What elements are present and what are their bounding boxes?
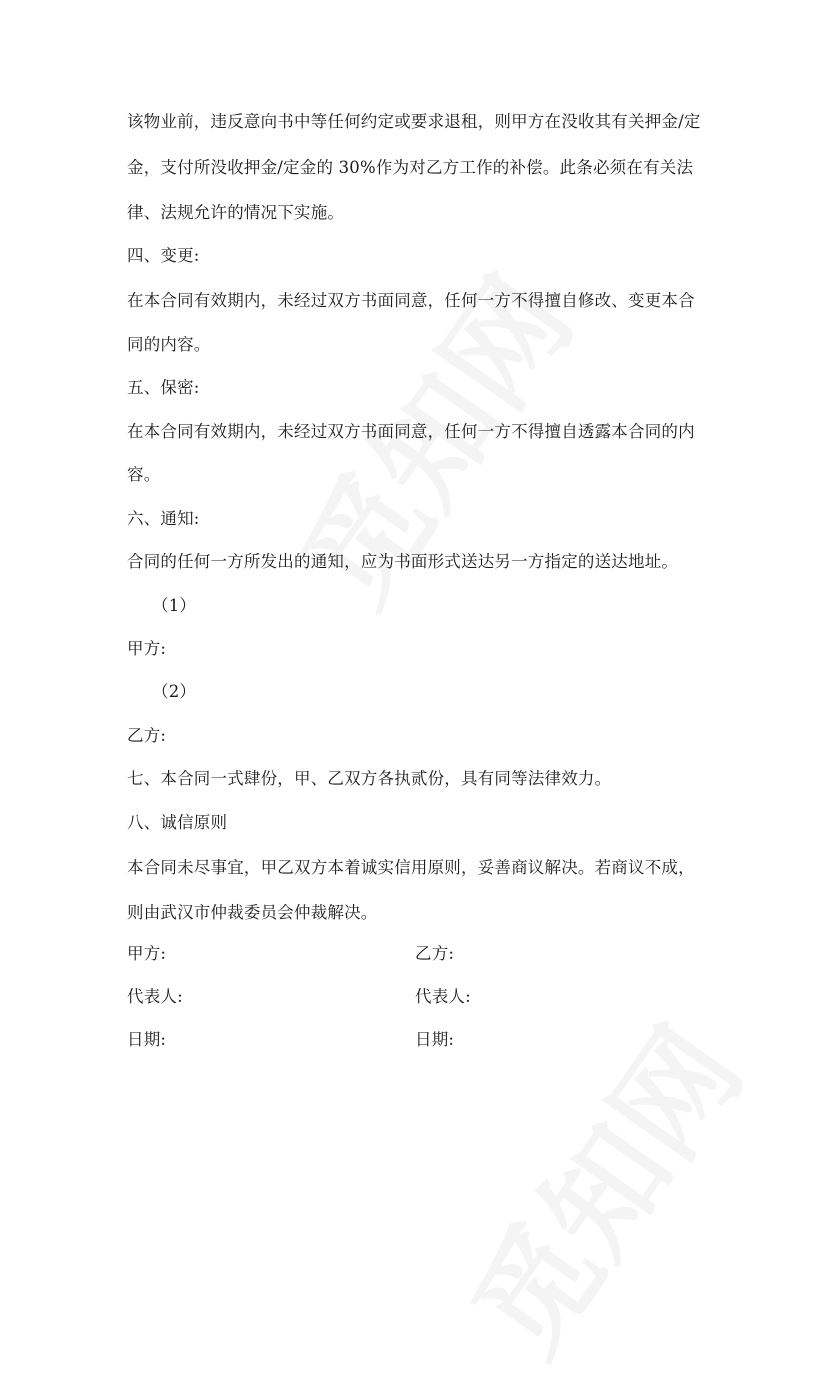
watermark [426, 989, 773, 1383]
section-heading: 六、通知: [127, 509, 200, 528]
signature-rep-a: 代表人: [127, 987, 183, 1006]
section-heading: 五、保密: [127, 378, 200, 397]
paragraph-line: 该物业前，违反意向书中等任何约定或要求退租，则甲方在没收其有关押金/定 [127, 112, 701, 131]
paragraph-line: 容。 [127, 465, 161, 484]
signature-date-a: 日期: [127, 1030, 167, 1049]
paragraph-line: 则由武汉市仲裁委员会仲裁解决。 [127, 903, 378, 922]
paragraph-line: 本合同未尽事宜，甲乙双方本着诚实信用原则，妥善商议解决。若商议不成， [127, 858, 695, 877]
paragraph-line: 律、法规允许的情况下实施。 [127, 203, 345, 222]
paragraph-line: 合同的任何一方所发出的通知，应为书面形式送达另一方指定的送达地址。 [127, 552, 679, 571]
party-label: 甲方: [127, 639, 167, 658]
paragraph-line: 在本合同有效期内，未经过双方书面同意，任何一方不得擅自修改、变更本合 [127, 291, 695, 310]
paragraph-line: 在本合同有效期内，未经过双方书面同意，任何一方不得擅自透露本合同的内 [127, 422, 695, 441]
signature-party-b: 乙方: [415, 944, 455, 963]
signature-date-b: 日期: [415, 1030, 455, 1049]
list-number: （2） [152, 682, 197, 701]
party-label: 乙方: [127, 726, 167, 745]
paragraph-line: 同的内容。 [127, 335, 211, 354]
section-heading: 四、变更: [127, 246, 200, 265]
signature-party-a: 甲方: [127, 944, 167, 963]
list-number: （1） [152, 596, 197, 615]
section-heading: 八、诚信原则 [127, 813, 228, 832]
paragraph-line: 金，支付所没收押金/定金的 30%作为对乙方工作的补偿。此条必须在有关法 [127, 158, 694, 177]
signature-rep-b: 代表人: [415, 987, 471, 1006]
section-heading: 七、本合同一式肆份，甲、乙双方各执贰份，具有同等法律效力。 [127, 769, 612, 788]
